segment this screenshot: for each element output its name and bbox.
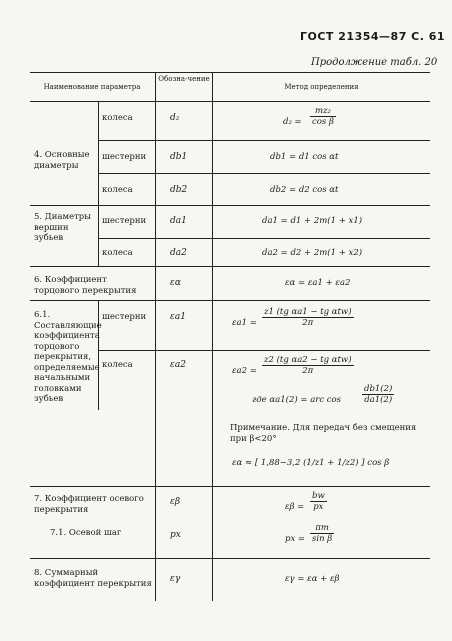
sub-label: колеса [102,185,133,195]
formula-lhs: px = [285,534,306,544]
fraction-denominator: 2π [302,366,314,376]
symbol: εa2 [170,360,186,370]
formula-fraction [310,523,334,544]
param-name: 8. Суммарный коэффициент перекрытия [34,568,152,589]
subcol-divider [98,101,99,266]
row-line [98,173,430,174]
symbol: εγ [170,574,181,584]
row-line [30,205,430,206]
param-name: 7.1. Осевой шаг [50,528,122,538]
fraction-numerator: z2 (tg αa2 − tg αtw) [264,355,352,365]
formula: db2 = d2 cos αt [270,185,339,195]
fraction-numerator: bw [312,491,325,501]
column-divider-1 [155,72,156,101]
fraction-denominator: sin β [312,534,333,544]
approx-formula: εα ≈ [ 1,88−3,2 (1/z1 + 1/z2) ] cos β [232,458,390,468]
symbol: εa1 [170,312,186,322]
row-line [30,300,430,301]
sub-label: колеса [102,360,133,370]
symbol: εβ [170,497,181,507]
sub-label: шестерни [102,216,147,226]
where-fraction [362,384,394,405]
formula: da2 = d2 + 2m(1 + x2) [262,248,363,258]
symbol: da2 [170,248,187,258]
fraction-denominator: 2π [302,318,314,328]
column-divider-2 [212,72,213,101]
col-header-parameter: Наименование параметра [43,83,141,91]
param-name: 5. Диаметры вершин зубьев [34,212,92,243]
fraction-denominator: px [313,502,324,512]
row-line [30,486,430,487]
subcol-divider-2 [98,300,99,410]
row-line [98,238,430,239]
continuation-label: Продолжение табл. 20 [311,57,438,68]
formula-fraction [310,491,327,512]
table-top-border [30,72,430,73]
sub-label: колеса [102,113,133,123]
formula-fraction [262,355,354,376]
row-line [30,266,430,267]
symbol: d₂ [170,113,180,123]
where-clause: где αa1(2) = arc cos [252,395,342,405]
formula-fraction [262,307,354,328]
fraction-numerator: z1 (tg αa1 − tg αtw) [264,307,352,317]
col-symbol-right [212,101,213,601]
standard-number: ГОСТ 21354—87 С. 61 [300,30,446,43]
formula: εα = εa1 + εa2 [285,278,351,288]
col-header-symbol: Обозна-чение [158,75,210,83]
param-name: 6.1. Составляющие коэффициента торцового перекрытия, определяемые начальными головками зубьев [34,310,102,404]
formula: db1 = d1 cos αt [270,152,339,162]
param-name: 6. Коэффициент торцового перекрытия [34,275,137,296]
row-line [98,350,430,351]
fraction-numerator: db1(2) [364,384,393,394]
symbol: db1 [170,152,188,162]
sub-label: шестерни [102,312,147,322]
formula-lhs: εβ = [285,502,305,512]
col-symbol-left [155,101,156,601]
formula-lhs: εa1 = [232,318,257,328]
row-line [98,140,430,141]
fraction-denominator: da1(2) [364,395,393,405]
sub-label: шестерни [102,152,147,162]
symbol: px [170,530,181,540]
fraction-denominator: cos β [312,117,334,127]
param-name: 7. Коэффициент осевого перекрытия [34,494,144,515]
col-header-method: Метод определения [284,83,359,91]
formula-fraction [310,106,336,127]
formula: da1 = d1 + 2m(1 + x1) [262,216,363,226]
sub-label: колеса [102,248,133,258]
param-name: 4. Основные диаметры [34,150,90,171]
row-line [30,558,430,559]
fraction-numerator: πm [310,523,334,534]
note: Примечание. Для передач без смещения при β<20° [230,423,417,444]
fraction-numerator: mz₂ [310,106,336,117]
symbol: db2 [170,185,188,195]
symbol: εα [170,278,181,288]
formula: εγ = εα + εβ [285,574,340,584]
header-bottom-border [30,101,430,102]
formula-lhs: εa2 = [232,366,257,376]
formula-lhs: d₂ = [283,117,302,127]
symbol: da1 [170,216,187,226]
